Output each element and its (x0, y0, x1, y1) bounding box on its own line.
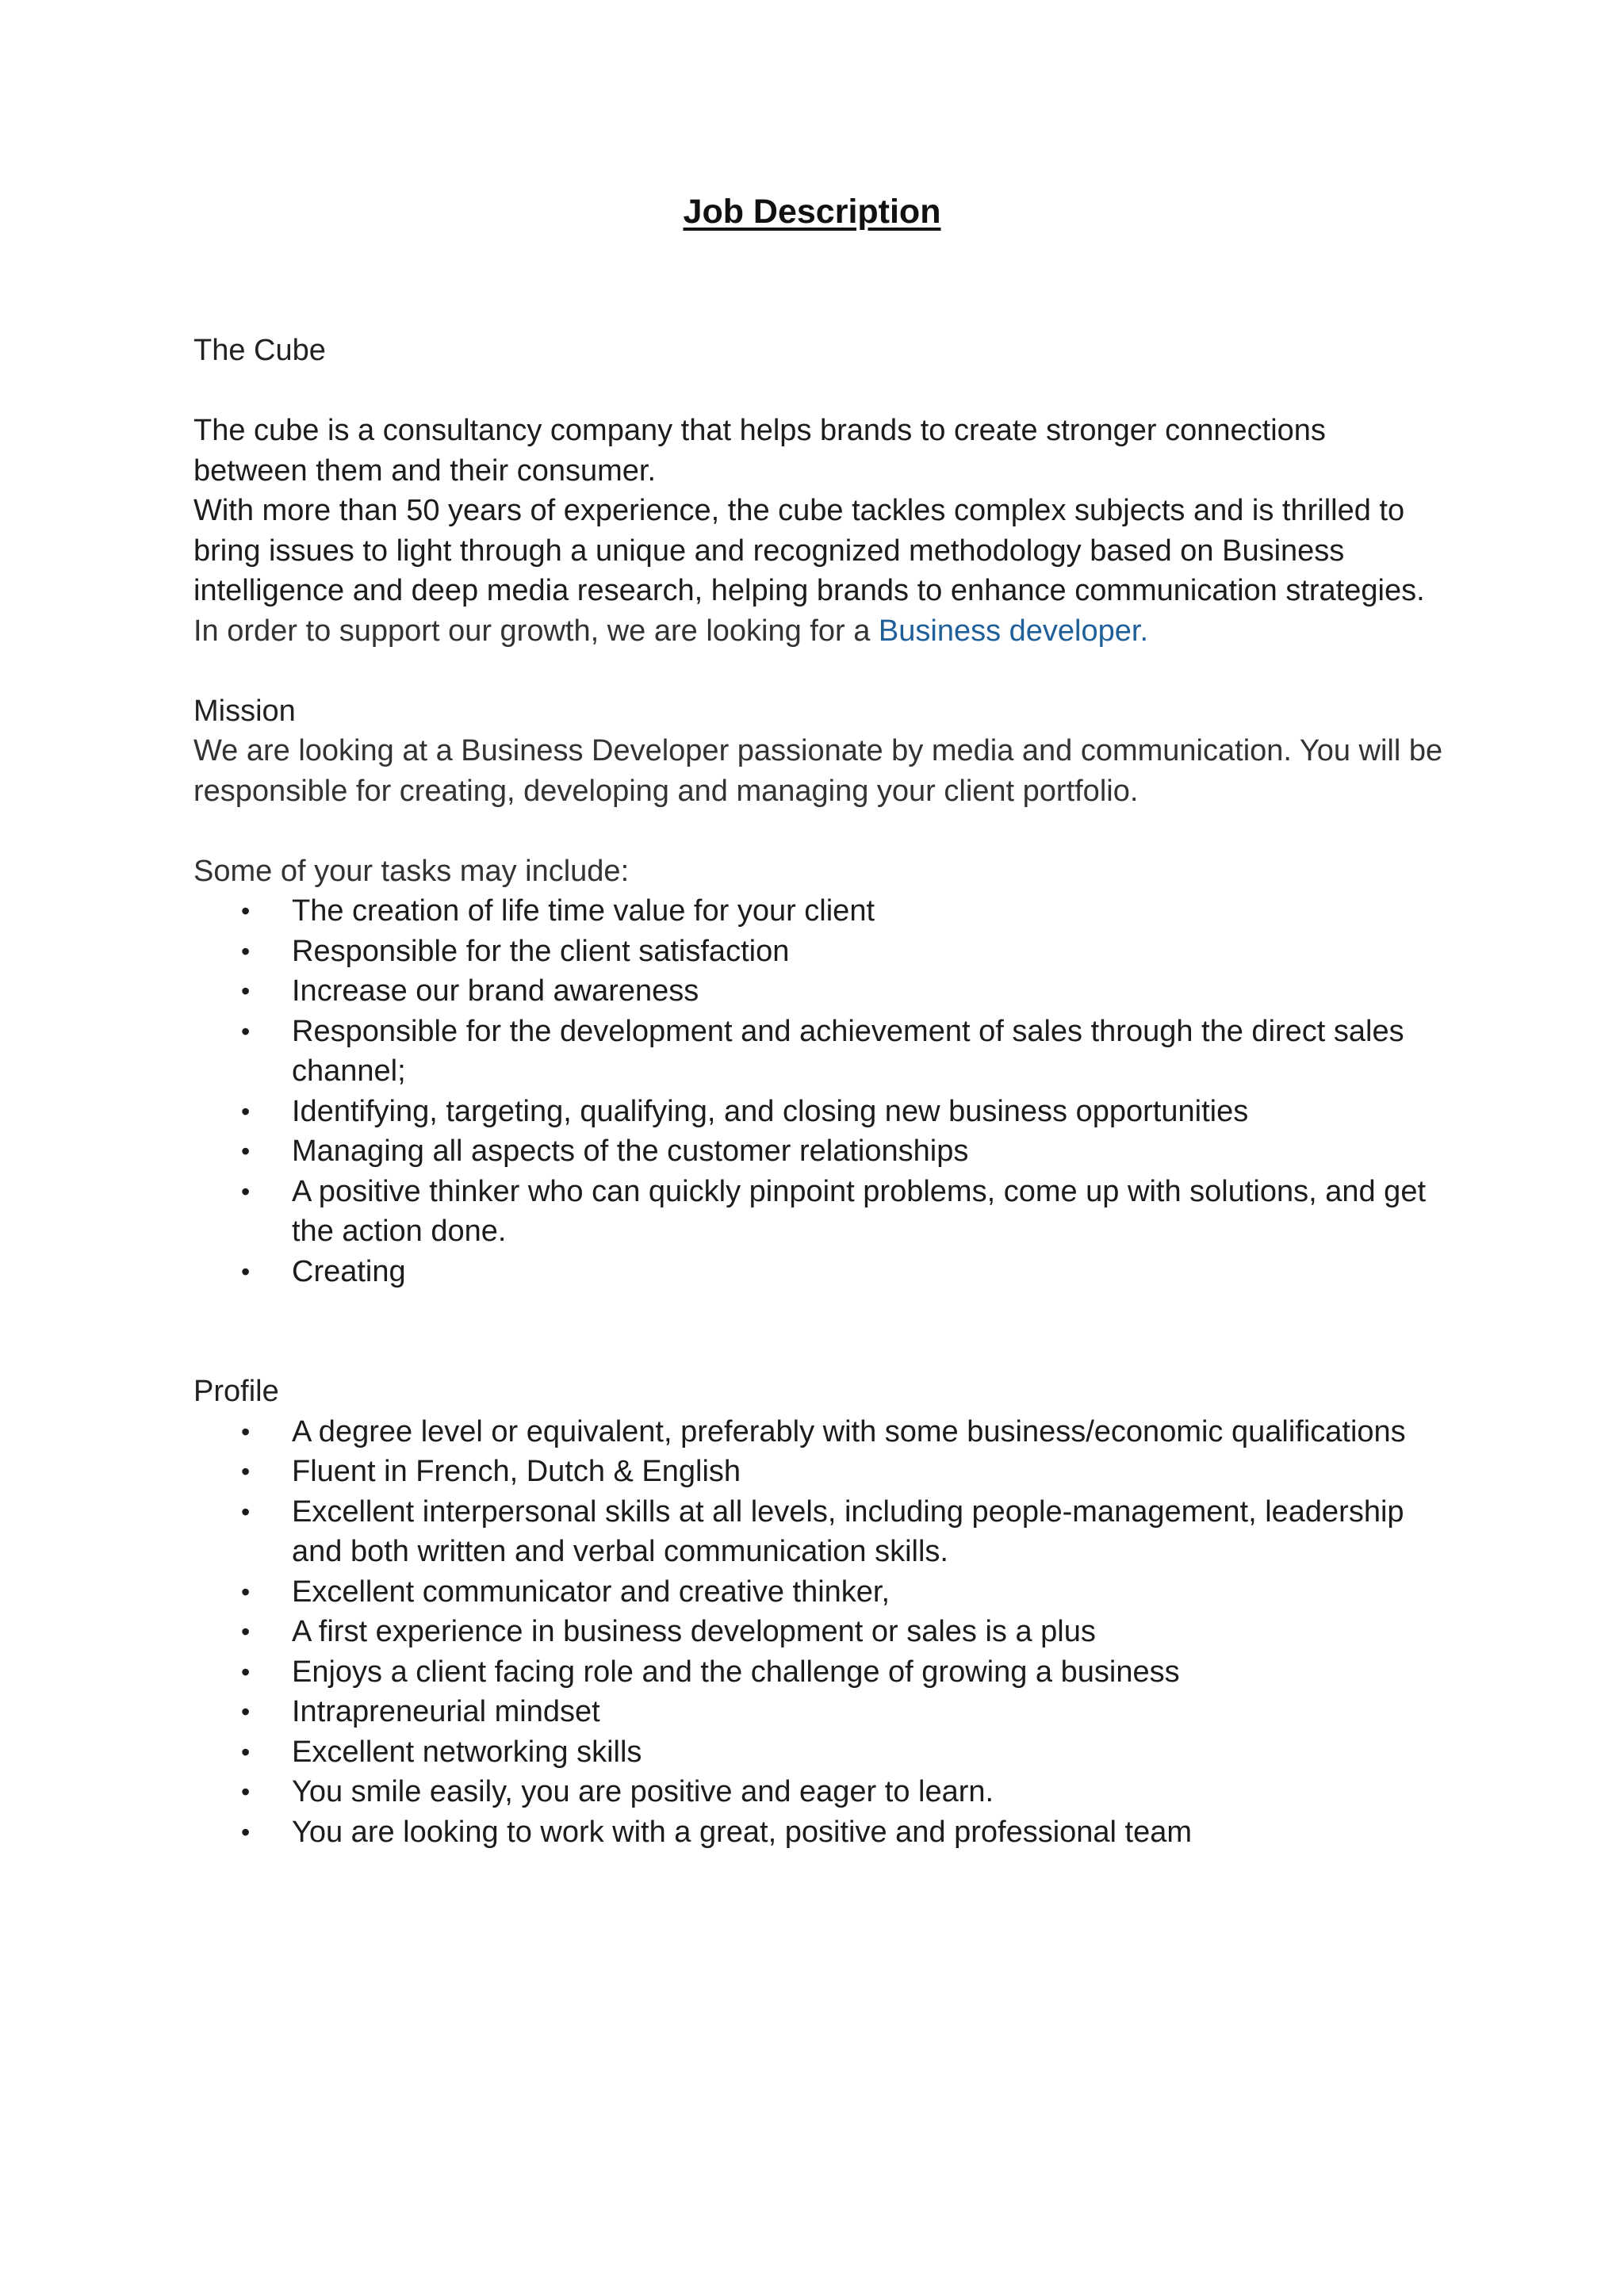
list-item-text: Excellent networking skills (292, 1735, 642, 1769)
bullet-icon: • (241, 936, 251, 966)
list-item-text: Intrapreneurial mindset (292, 1695, 600, 1728)
bullet-icon: • (241, 1577, 251, 1606)
list-item (193, 1612, 1446, 1652)
list-item (193, 1412, 1446, 1452)
tasks-list (193, 891, 1446, 1292)
list-item-text: Increase our brand awareness (292, 974, 699, 1008)
bullet-icon: • (241, 1657, 251, 1686)
bullet-icon: • (241, 1817, 251, 1846)
list-item-text: The creation of life time value for your client (292, 894, 875, 928)
highlighted-role: Business developer. (878, 614, 1149, 648)
bullet-icon: • (241, 897, 251, 925)
list-item-text: A first experience in business development or sales is a plus (292, 1615, 1096, 1648)
list-item (193, 1772, 1446, 1812)
profile-heading: Profile (193, 1375, 279, 1408)
list-item (193, 1252, 1446, 1292)
bullet-icon: • (241, 1777, 251, 1806)
mission-heading: Mission (193, 694, 296, 728)
list-item-text: You smile easily, you are positive and eager to learn. (292, 1775, 994, 1808)
list-item-text: Excellent communicator and creative thinker, (292, 1575, 891, 1609)
list-item (193, 971, 1446, 1012)
intro-growth-line (193, 611, 1446, 652)
spacer (193, 651, 1446, 691)
list-item-text: Identifying, targeting, qualifying, and closing new business opportunities (292, 1094, 1249, 1128)
bullet-icon: • (241, 1016, 251, 1046)
bullet-icon: • (241, 1737, 251, 1766)
spacer (193, 811, 1446, 851)
bullet-icon: • (241, 1457, 251, 1486)
list-item (193, 1172, 1446, 1252)
list-item (193, 891, 1446, 932)
bullet-icon: • (241, 1177, 251, 1206)
bullet-icon: • (241, 977, 251, 1005)
list-item (193, 1012, 1446, 1092)
bullet-icon: • (241, 1617, 251, 1646)
list-item-text: Managing all aspects of the customer relationships (292, 1135, 969, 1168)
list-item-text: You are looking to work with a great, positive and professional team (292, 1815, 1193, 1849)
page-title: Job Description (683, 193, 941, 231)
spacer (193, 371, 1446, 411)
list-item-text: Responsible for the development and achievement of sales through the direct sales channel; (292, 1014, 1404, 1088)
list-item (193, 1452, 1446, 1492)
bullet-icon: • (241, 1697, 251, 1726)
list-item-text: Enjoys a client facing role and the challenge of growing a business (292, 1655, 1180, 1689)
list-item (193, 932, 1446, 972)
list-item-text: Responsible for the client satisfaction (292, 934, 790, 968)
spacer (193, 1292, 1446, 1372)
tasks-intro: Some of your tasks may include: (193, 854, 630, 888)
bullet-icon: • (241, 1497, 251, 1526)
intro-paragraph-1: The cube is a consultancy company that helps brands to create stronger connections between them and their consumer. (193, 414, 1326, 488)
list-item (193, 1131, 1446, 1172)
bullet-icon: • (241, 1257, 251, 1286)
bullet-icon: • (241, 1137, 251, 1165)
list-item (193, 1572, 1446, 1613)
mission-text: We are looking at a Business Developer passionate by media and communication. You will be responsible for creating, developing and managing your client portfolio. (193, 734, 1443, 808)
intro-paragraph-2: With more than 50 years of experience, the cube tackles complex subjects and is thrilled to bring issues to light through a unique and recognized methodology based on Business intelligence and deep media research, helping brands to enhance communication strategies. (193, 494, 1425, 607)
company-name: The Cube (193, 334, 326, 367)
list-item-text: A degree level or equivalent, preferably with some business/economic qualifications (292, 1414, 1406, 1448)
list-item-text: Excellent interpersonal skills at all levels, including people-management, leadership and both written and verbal communication skills. (292, 1494, 1404, 1568)
list-item (193, 1692, 1446, 1732)
list-item (193, 1812, 1446, 1853)
bullet-icon: • (241, 1096, 251, 1126)
list-item-text: A positive thinker who can quickly pinpoint problems, come up with solutions, and get the action done. (292, 1174, 1427, 1248)
list-item (193, 1092, 1446, 1132)
list-item-text: Fluent in French, Dutch & English (292, 1455, 741, 1488)
list-item (193, 1652, 1446, 1693)
profile-list (193, 1412, 1446, 1853)
list-item (193, 1732, 1446, 1773)
list-item-text: Creating (292, 1254, 406, 1288)
bullet-icon: • (241, 1417, 251, 1446)
document-body (193, 331, 1446, 1852)
intro-growth-prefix: In order to support our growth, we are looking for a (193, 614, 879, 648)
list-item (193, 1492, 1446, 1572)
